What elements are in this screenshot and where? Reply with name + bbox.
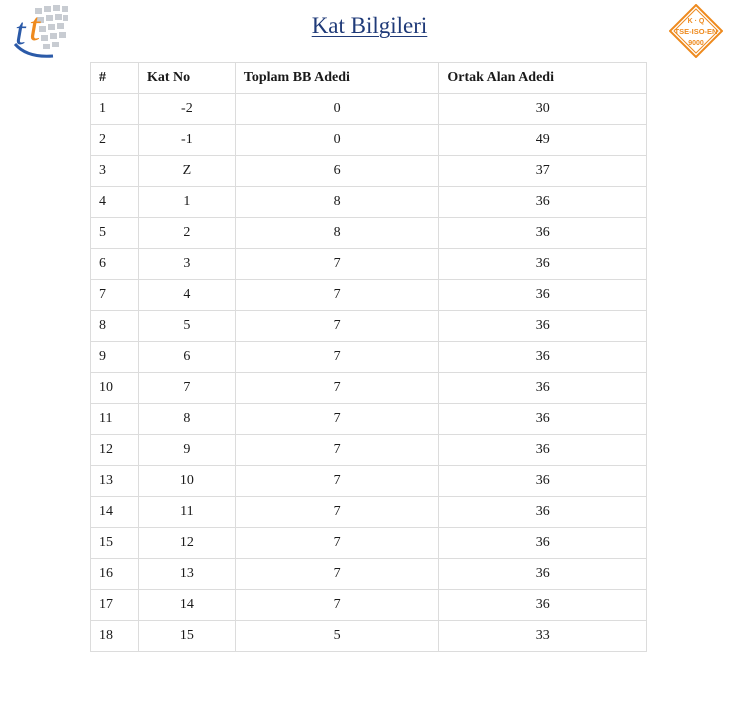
table-row	[91, 311, 647, 342]
page-title[interactable]: Kat Bilgileri	[311, 13, 428, 38]
cell-index: 17	[91, 590, 139, 621]
cell-total-units: 0	[235, 125, 439, 156]
cell-total-units: 8	[235, 218, 439, 249]
cell-floor-no: 5	[138, 311, 235, 342]
cell-index: 1	[91, 94, 139, 125]
cell-common-areas: 36	[439, 435, 647, 466]
column-header-index: #	[91, 63, 139, 94]
column-header-common-areas: Ortak Alan Adedi	[439, 63, 647, 94]
table-row	[91, 373, 647, 404]
cell-common-areas: 36	[439, 404, 647, 435]
cell-common-areas: 36	[439, 342, 647, 373]
svg-text:t: t	[15, 11, 26, 53]
table-row	[91, 435, 647, 466]
column-header-total-units: Toplam BB Adedi	[235, 63, 439, 94]
table-body	[91, 94, 647, 652]
table-row	[91, 497, 647, 528]
cell-floor-no: Z	[138, 156, 235, 187]
badge-line-3: 9000	[688, 40, 704, 47]
cell-floor-no: -2	[138, 94, 235, 125]
cell-common-areas: 36	[439, 280, 647, 311]
cell-total-units: 7	[235, 249, 439, 280]
cell-floor-no: 12	[138, 528, 235, 559]
table-row	[91, 156, 647, 187]
cell-index: 14	[91, 497, 139, 528]
cell-floor-no: 15	[138, 621, 235, 652]
cell-index: 15	[91, 528, 139, 559]
cell-common-areas: 36	[439, 249, 647, 280]
table-row	[91, 528, 647, 559]
cell-floor-no: 9	[138, 435, 235, 466]
table-row	[91, 218, 647, 249]
cell-total-units: 7	[235, 373, 439, 404]
cell-floor-no: 4	[138, 280, 235, 311]
cell-index: 18	[91, 621, 139, 652]
cell-floor-no: 6	[138, 342, 235, 373]
cell-common-areas: 36	[439, 187, 647, 218]
cell-common-areas: 36	[439, 218, 647, 249]
cell-index: 8	[91, 311, 139, 342]
cell-common-areas: 49	[439, 125, 647, 156]
cell-common-areas: 36	[439, 311, 647, 342]
cell-common-areas: 33	[439, 621, 647, 652]
cell-total-units: 6	[235, 156, 439, 187]
cell-floor-no: -1	[138, 125, 235, 156]
cell-total-units: 7	[235, 466, 439, 497]
column-header-floor-no: Kat No	[138, 63, 235, 94]
cell-index: 16	[91, 559, 139, 590]
cell-floor-no: 13	[138, 559, 235, 590]
cell-common-areas: 36	[439, 559, 647, 590]
table-row	[91, 466, 647, 497]
table-row	[91, 590, 647, 621]
table-row	[91, 125, 647, 156]
cell-floor-no: 14	[138, 590, 235, 621]
cell-common-areas: 36	[439, 590, 647, 621]
table-row	[91, 187, 647, 218]
floor-info-table	[90, 62, 647, 652]
cell-index: 7	[91, 280, 139, 311]
cell-total-units: 0	[235, 94, 439, 125]
cell-total-units: 7	[235, 497, 439, 528]
cell-index: 2	[91, 125, 139, 156]
cell-floor-no: 2	[138, 218, 235, 249]
table-row	[91, 94, 647, 125]
cell-index: 5	[91, 218, 139, 249]
cell-index: 13	[91, 466, 139, 497]
cell-total-units: 5	[235, 621, 439, 652]
tse-iso-quality-badge-icon	[669, 4, 723, 58]
cell-floor-no: 10	[138, 466, 235, 497]
cell-index: 10	[91, 373, 139, 404]
table-header-row	[91, 63, 647, 94]
cell-common-areas: 30	[439, 94, 647, 125]
cell-floor-no: 11	[138, 497, 235, 528]
cell-floor-no: 3	[138, 249, 235, 280]
cell-index: 6	[91, 249, 139, 280]
table-row	[91, 559, 647, 590]
badge-line-2: TSE-ISO-EN	[674, 27, 718, 36]
cell-total-units: 7	[235, 404, 439, 435]
cell-common-areas: 36	[439, 497, 647, 528]
badge-line-1: K · Q	[687, 18, 705, 25]
cell-total-units: 8	[235, 187, 439, 218]
table-row	[91, 342, 647, 373]
cell-common-areas: 36	[439, 373, 647, 404]
cell-total-units: 7	[235, 311, 439, 342]
cell-index: 11	[91, 404, 139, 435]
svg-text:t: t	[29, 4, 41, 49]
table-row	[91, 404, 647, 435]
table-row	[91, 249, 647, 280]
cell-index: 3	[91, 156, 139, 187]
cell-common-areas: 37	[439, 156, 647, 187]
cell-total-units: 7	[235, 342, 439, 373]
cell-index: 9	[91, 342, 139, 373]
cell-index: 12	[91, 435, 139, 466]
cell-common-areas: 36	[439, 466, 647, 497]
cell-total-units: 7	[235, 280, 439, 311]
cell-total-units: 7	[235, 435, 439, 466]
cell-index: 4	[91, 187, 139, 218]
table-row	[91, 621, 647, 652]
cell-total-units: 7	[235, 559, 439, 590]
cell-floor-no: 1	[138, 187, 235, 218]
cell-common-areas: 36	[439, 528, 647, 559]
cell-floor-no: 7	[138, 373, 235, 404]
cell-total-units: 7	[235, 590, 439, 621]
cell-floor-no: 8	[138, 404, 235, 435]
table-row	[91, 280, 647, 311]
cell-total-units: 7	[235, 528, 439, 559]
